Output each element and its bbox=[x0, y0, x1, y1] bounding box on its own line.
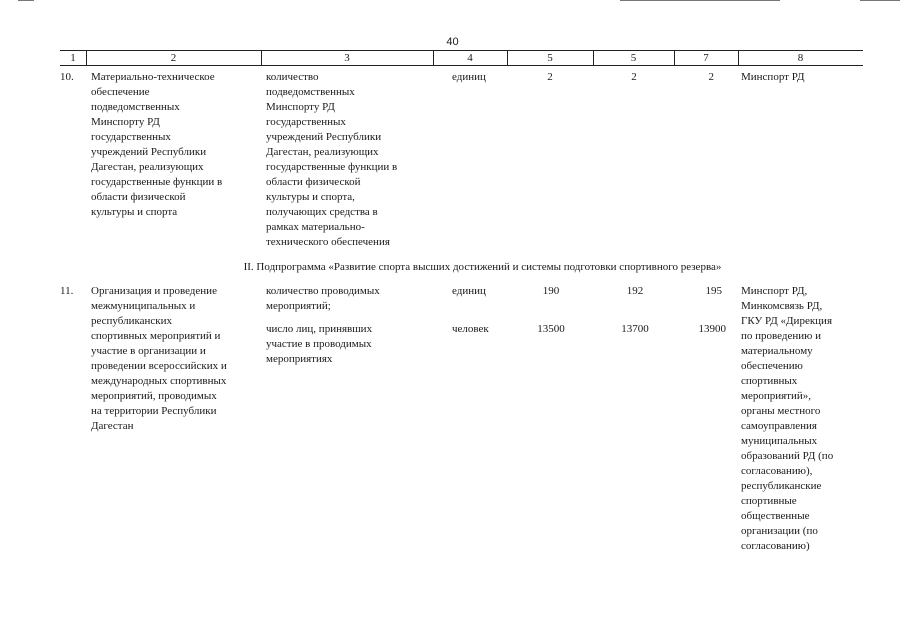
value-year-3: 195 bbox=[705, 285, 722, 297]
header-col-3: 3 bbox=[344, 52, 350, 64]
header-col-2: 2 bbox=[170, 52, 177, 64]
indicator-text: число лиц, принявших участие в проводимых мероприятиях bbox=[266, 323, 373, 365]
activity-text: Организация и проведение межмуниципальных и республиканских спортивных мероприятий и участие в организации и проведении всероссийских и международных спортивных мероприятий, проводимых на территории Республики Дагестан bbox=[91, 285, 227, 432]
executor-text: Минспорт РД bbox=[741, 71, 805, 83]
value-year-1: 190 bbox=[542, 285, 560, 297]
header-bottom-border bbox=[60, 65, 863, 66]
row-number: 10. bbox=[60, 71, 74, 83]
value-year-1: 2 bbox=[547, 71, 553, 83]
header-col-1: 1 bbox=[70, 52, 76, 64]
header-col-7: 7 bbox=[703, 52, 709, 64]
unit-text: человек bbox=[452, 323, 489, 335]
scan-mark-right bbox=[620, 0, 780, 1]
page-number: 40 bbox=[446, 36, 459, 48]
value-year-2: 2 bbox=[631, 71, 637, 83]
indicator-text: количество подведомственных Минспорту РД государственных учреждений Республики Дагестан, реализующих государственные функции в области физической культуры и спорта, получающих средства в рамках материально- технического обеспечения bbox=[266, 71, 398, 248]
header-col-5: 5 bbox=[547, 52, 553, 64]
scan-mark-far-right bbox=[860, 0, 900, 1]
value-year-3: 2 bbox=[708, 71, 714, 83]
executor-text: Минспорт РД, Минкомсвязь РД, ГКУ РД «Дирекция по проведению и материальному обеспечению спортивных мероприятий», органы местного самоуправления муниципальных образований РД (по согласованию), республиканские спортивные общественные организации (по согласованию) bbox=[741, 285, 834, 552]
value-year-3: 13900 bbox=[698, 323, 726, 335]
section-title: II. Подпрограмма «Развитие спорта высших достижений и системы подготовки спортивного резерва» bbox=[243, 261, 722, 273]
row-number: 11. bbox=[60, 285, 74, 297]
value-year-1: 13500 bbox=[537, 323, 565, 335]
unit-text: единиц bbox=[452, 71, 486, 83]
header-col-8: 8 bbox=[797, 52, 804, 64]
header-col-4: 4 bbox=[467, 52, 473, 64]
scan-mark-left bbox=[18, 0, 34, 1]
unit-text: единиц bbox=[452, 285, 486, 297]
activity-text: Материально-техническое обеспечение подведомственных Минспорту РД государственных учреждений Республики Дагестан, реализующих государственные функции в области физической культуры и спорта bbox=[91, 71, 223, 218]
value-year-2: 13700 bbox=[621, 323, 649, 335]
indicator-text: количество проводимых мероприятий; bbox=[266, 285, 380, 312]
header-col-6: 5 bbox=[630, 52, 637, 64]
value-year-2: 192 bbox=[626, 285, 644, 297]
